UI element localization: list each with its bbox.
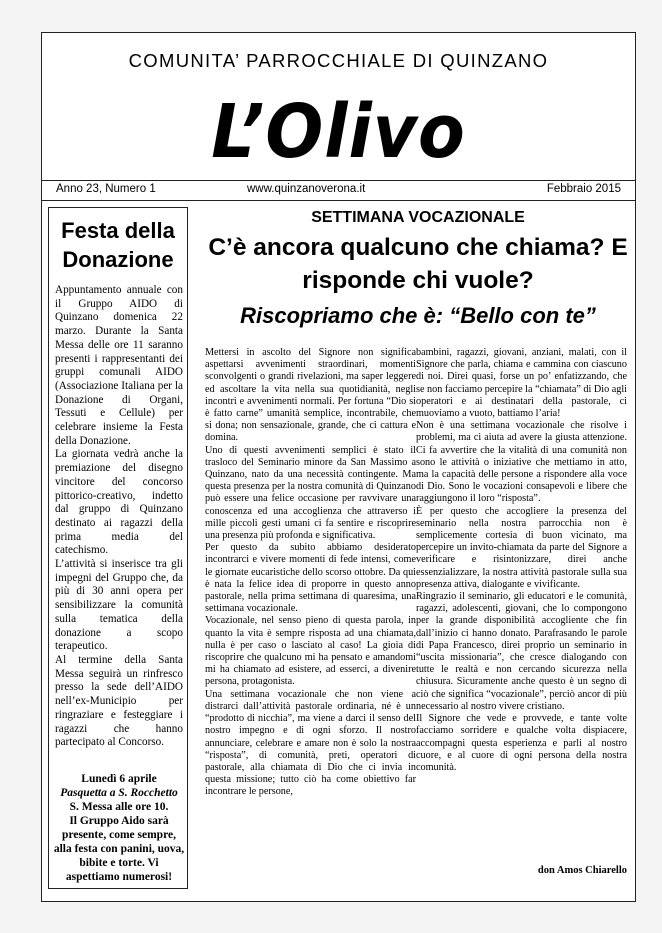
issue-number: Anno 23, Numero 1: [56, 183, 156, 195]
article-paragraph: Ringrazio il seminario, gli educatori e le comunità, ragazzi, adolescenti, giovani, che lo compongono per la grande disponibilità accogliente che fin dall’inizio ci hanno donato. Parafrasando le parole di Papa Francesco, direi proprio un seminario in “uscita missionaria”, che cresce dialogando con tutte le realtà e non cercando sicurezza nella chiusura. Sicuramente anche questo è un segno di ciò che significa “vocazionale”, perciò ancor di più necessario al nostro vivere cristiano.: [416, 591, 627, 712]
newsletter-page: [41, 32, 636, 902]
article-paragraph: Non è una settimana vocazionale che risolve i problemi, ma ci aiuta ad avere la giusta attenzione. Ci fa avvertire che la vitalità di una comunità non sono le attività o iniziative che mettiamo in atto, ma la capacità delle persone a rispondere alla voce di Dio. Sono le vocazioni consapevoli e libere che raggiungono il loro “risposta”.: [416, 420, 627, 505]
article-paragraph: Per questo da subito abbiamo desiderato incontrarci e vivere momenti di fede intensi, come le giornate eucaristiche dello scorso ottobre. Da qui è nata la felice idea di proporre in questo anno pastorale, nella prima settimana di quaresima, una settimana vocazionale.: [205, 542, 416, 615]
announcement-mass: S. Messa alle ore 10.: [69, 801, 169, 813]
website-link[interactable]: www.quinzanoverona.it: [247, 183, 366, 195]
announcement-note: Il Gruppo Aido sarà presente, come sempre, alla festa con panini, uova, bibite e torte. Vi aspettiamo numerosi!: [53, 815, 185, 883]
article-paragraph: Uno di questi avvenimenti semplici è stato il trasloco del Seminario minore da San Massimo a Quinzano, nato da una necessità contingente. Ma questa presenza per la nostra comunità di Quinzano può essere una felice occasione per ravvivare una conoscenza ed una accoglienza che attraverso i mille piccoli gesti umani ci fa sentire e riscoprire una presenza più profonda e significativa.: [205, 444, 416, 542]
sidebar-paragraph: Al termine della Santa Messa seguirà un rinfresco presso la sede dell’AIDO nell’ex-Municipio per ringraziare e festeggiare i ragazzi che hanno partecipato al Concorso.: [55, 653, 183, 749]
article-paragraph: Vocazionale, nel senso pieno di questa parola, in quanto la vita è sempre risposta ad una chiamata, nulla è per caso o lasciato al caso! La gioia di riscoprire che qualcuno mi ha pensato e amandomi mi ha chiamato ad esistere, ad esserci, a divenire persona, protagonista.: [205, 615, 416, 688]
sidebar-paragraph: La giornata vedrà anche la premiazione del disegno vincitore del concorso pittorico-creativo, indetto dal gruppo di Quinzano destinato ai ragazzi della prima media del catechismo.: [55, 448, 183, 557]
sidebar-title: Festa della Donazione: [61, 218, 175, 272]
article-paragraph: Il Signore che vede e provvede, e tante volte facciamo sorridere e qualche volta dispiacere, accompagni questa esperienza e parli al nostro cuore, e al cuore di ogni persona della nostra comunità.: [416, 713, 627, 773]
announcement-date: Lunedì 6 aprile: [81, 773, 157, 785]
sidebar-paragraph: Appuntamento annuale con il Gruppo AIDO di Quinzano domenica 22 marzo. Durante la Santa Messa delle ore 11 saranno presenti i rappresentanti dei gruppi comunali AIDO (Associazione Italiana per la Donazione di Organi, Tessuti e Cellule) per celebrare insieme la Festa della Donazione.: [55, 284, 183, 447]
article-signature: don Amos Chiarello: [537, 865, 627, 876]
sidebar-paragraph: L’attività si inserisce tra gli impegni del Gruppo che, da più di 30 anni opera per sensibilizzare la comunità sulla tematica della donazione a scopo terapeutico.: [55, 558, 183, 653]
masthead-rule-bottom: [42, 200, 635, 201]
sidebar-body: [55, 284, 183, 750]
article-headline: C’è ancora qualcuno che chiama? E risponde chi vuole?: [208, 234, 628, 294]
sidebar-box: [48, 207, 188, 889]
article-kicker: SETTIMANA VOCAZIONALE: [311, 209, 525, 226]
masthead-rule-top: [42, 180, 635, 181]
sidebar-announcement: [53, 772, 185, 884]
issue-date: Febbraio 2015: [546, 183, 621, 195]
article-paragraph: È per questo che accogliere la presenza del seminario nella nostra parrocchia non è semplicemente cortesia di buon vicinato, ma percepire un invito-chiamata da parte del Signore a verificare e risintonizzare, direi anche essenzializzare, la nostra attività pastorale sulla sua presenza attiva, dialogante e vivificante.: [416, 505, 627, 590]
article-deck: Riscopriamo che è: “Bello con te”: [240, 303, 596, 328]
article-paragraph: bambini, ragazzi, giovani, anziani, malati, con il Signore che parla, chiama e cammina con ciascuno di noi. Direi quasi, forse un po’ enfatizzando, che se non facciamo percepire la “chiamata” di Dio agli operatori e ai destinatari della pastorale, ci muoviamo a vuoto, battiamo l’aria!: [416, 347, 628, 420]
newsletter-title: L’Olivo: [211, 89, 466, 175]
article-paragraph: Una settimana vocazionale che non viene a distrarci dall’attività pastorale ordinaria, né è un “prodotto di nicchia”, ma viene a darci il senso del nostro impegno e di ogni sforzo. Il nostro annunciare, celebrare e amare non è solo la nostra “risposta”, di comunità, preti, operatori di pastorale, alla chiamata di Dio che ci invia in questa missione; tutto ciò ha come obiettivo far incontrare le persone,: [205, 688, 416, 798]
article-column-1: [205, 347, 416, 799]
parish-name: COMUNITA’ PARROCCHIALE DI QUINZANO: [128, 50, 549, 71]
article-column-2: [416, 347, 627, 774]
article-paragraph: Mettersi in ascolto del Signore non significa aspettarsi avvenimenti straordinari, momenti sconvolgenti o grandi rivelazioni, ma saper leggere ed ascoltare la vita nella sua quotidianità, negli incontri e avvenimenti normali. Per fortuna “Dio si è fatto carne” umanità semplice, incontrabile, che si dona; non sensazionale, grande, che ci cattura e domina.: [205, 347, 416, 444]
announcement-event: Pasquetta a S. Rocchetto: [60, 787, 178, 799]
